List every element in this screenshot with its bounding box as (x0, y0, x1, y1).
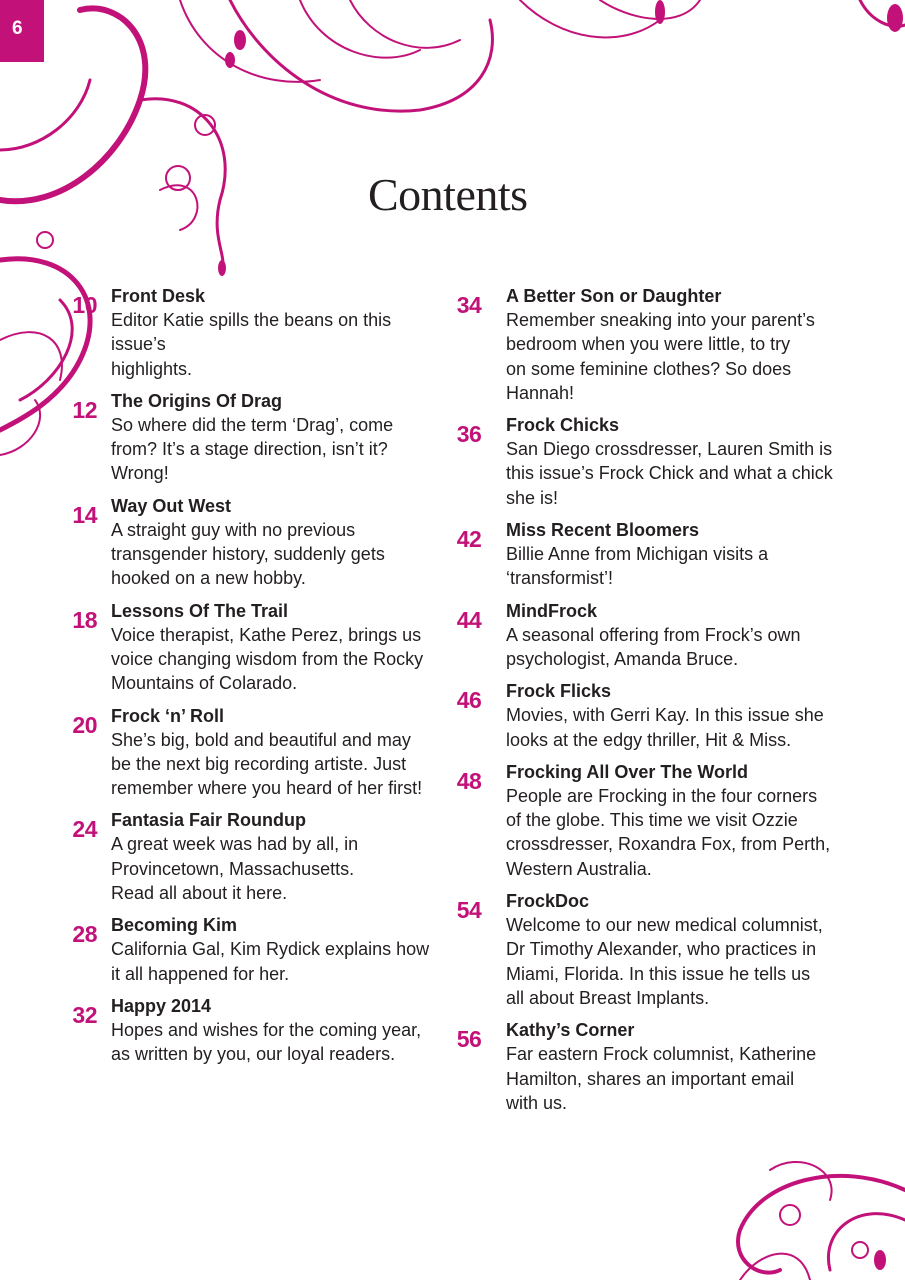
contents-entry (52, 389, 442, 486)
contents-entry (52, 913, 442, 986)
entry-title: The Origins Of Drag (111, 390, 283, 411)
entry-page-number: 12 (72, 396, 97, 423)
entry-description: Hopes and wishes for the coming year, as written by you, our loyal readers. (111, 1019, 422, 1065)
page-number-tab (0, 0, 44, 62)
contents-entry (448, 760, 848, 881)
contents-entry (448, 679, 848, 752)
entry-page-number: 44 (456, 606, 482, 633)
contents-entry (448, 889, 848, 1010)
entry-description: A seasonal offering from Frock’s own psychologist, Amanda Bruce. (506, 624, 801, 669)
entry-page-number: 18 (72, 606, 97, 633)
entry-body (506, 518, 848, 591)
entry-body (111, 599, 442, 696)
entry-body (111, 389, 442, 486)
entry-page-number: 32 (72, 1001, 97, 1028)
entry-body (506, 599, 848, 672)
entry-body (506, 679, 848, 752)
entry-description: A great week was had by all, in Provincetown, Massachusetts. Read all about it here. (111, 834, 359, 904)
entry-page-number: 56 (456, 1026, 482, 1053)
entry-description: She’s big, bold and beautiful and may be the next big recording artiste. Just remember where you heard of her first! (111, 729, 423, 799)
entry-description: A straight guy with no previous transgender history, suddenly gets hooked on a new hobby. (111, 519, 385, 589)
contents-entry (448, 599, 848, 672)
contents-entry (52, 599, 442, 696)
entry-title: Miss Recent Bloomers (506, 520, 700, 541)
contents-entry (448, 518, 848, 591)
entry-description: So where did the term ‘Drag’, come from? It’s a stage direction, isn’t it? Wrong! (111, 414, 394, 484)
entry-page-number: 20 (72, 711, 97, 738)
entry-page-number: 48 (456, 767, 482, 794)
entry-page-number: 28 (72, 921, 97, 948)
entry-title: A Better Son or Daughter (506, 286, 722, 306)
entry-description: California Gal, Kim Rydick explains how it all happened for her. (111, 939, 430, 984)
entry-body (506, 760, 848, 881)
entry-title: Happy 2014 (111, 995, 212, 1016)
contents-entry (52, 284, 442, 381)
contents-entry (52, 994, 442, 1067)
entry-body (111, 913, 442, 986)
entry-title: Front Desk (111, 286, 206, 306)
entry-page-number: 24 (72, 816, 97, 843)
entry-title: Frocking All Over The World (506, 761, 749, 782)
entry-body (111, 704, 442, 801)
entry-description: Far eastern Frock columnist, Katherine Hamilton, shares an important email with us. (506, 1044, 817, 1113)
entry-description: Movies, with Gerri Kay. In this issue she looks at the edgy thriller, Hit & Miss. (506, 705, 824, 750)
entry-body (111, 494, 442, 591)
entry-body (506, 1018, 848, 1115)
entry-body (506, 889, 848, 1010)
entry-body (111, 994, 442, 1067)
entry-title: FrockDoc (506, 891, 590, 912)
entry-title: Becoming Kim (111, 915, 238, 936)
contents-entry (52, 704, 442, 801)
entry-title: Frock Flicks (506, 681, 612, 702)
entry-description: Welcome to our new medical columnist, Dr Timothy Alexander, who practices in Miami, Florida. In this issue he tells us all about Breast Implants. (506, 915, 823, 1008)
contents-left-column (52, 284, 442, 1075)
entry-page-number: 46 (456, 687, 482, 714)
entry-description: San Diego crossdresser, Lauren Smith is this issue’s Frock Chick and what a chick she is! (506, 439, 833, 508)
entry-page-number: 42 (456, 526, 482, 553)
entry-title: Fantasia Fair Roundup (111, 810, 307, 831)
entry-title: Frock Chicks (506, 415, 620, 436)
contents-entry (52, 808, 442, 905)
entry-title: MindFrock (506, 600, 598, 621)
entry-body (506, 413, 848, 510)
page-number: 6 (12, 18, 23, 39)
entry-description: Editor Katie spills the beans on this issue’s highlights. (111, 310, 392, 379)
entry-title: Lessons Of The Trail (111, 600, 289, 621)
contents-right-column (448, 284, 848, 1123)
entry-description: People are Frocking in the four corners of the globe. This time we visit Ozzie crossdresser, Roxandra Fox, from Perth, Western Australia. (506, 785, 831, 879)
entry-body (506, 284, 848, 405)
entry-description: Voice therapist, Kathe Perez, brings us voice changing wisdom from the Rocky Mountains of Colarado. (111, 624, 424, 694)
entry-page-number: 34 (456, 292, 482, 318)
entry-title: Way Out West (111, 495, 232, 516)
entry-title: Kathy’s Corner (506, 1020, 635, 1041)
contents-entry (52, 494, 442, 591)
contents-entry (448, 1018, 848, 1115)
page-title: Contents (368, 169, 528, 220)
entry-page-number: 14 (72, 501, 97, 528)
contents-entry (448, 413, 848, 510)
entry-title: Frock ‘n’ Roll (111, 705, 225, 726)
entry-body (111, 808, 442, 905)
contents-entry (448, 284, 848, 405)
entry-page-number: 54 (456, 897, 482, 924)
entry-page-number: 36 (456, 421, 482, 448)
entry-description: Remember sneaking into your parent’s bedroom when you were little, to try on some feminine clothes? So does Hannah! (506, 310, 815, 403)
entry-body (111, 284, 442, 381)
entry-page-number: 10 (72, 292, 97, 318)
entry-description: Billie Anne from Michigan visits a ‘transformist’! (506, 544, 769, 589)
